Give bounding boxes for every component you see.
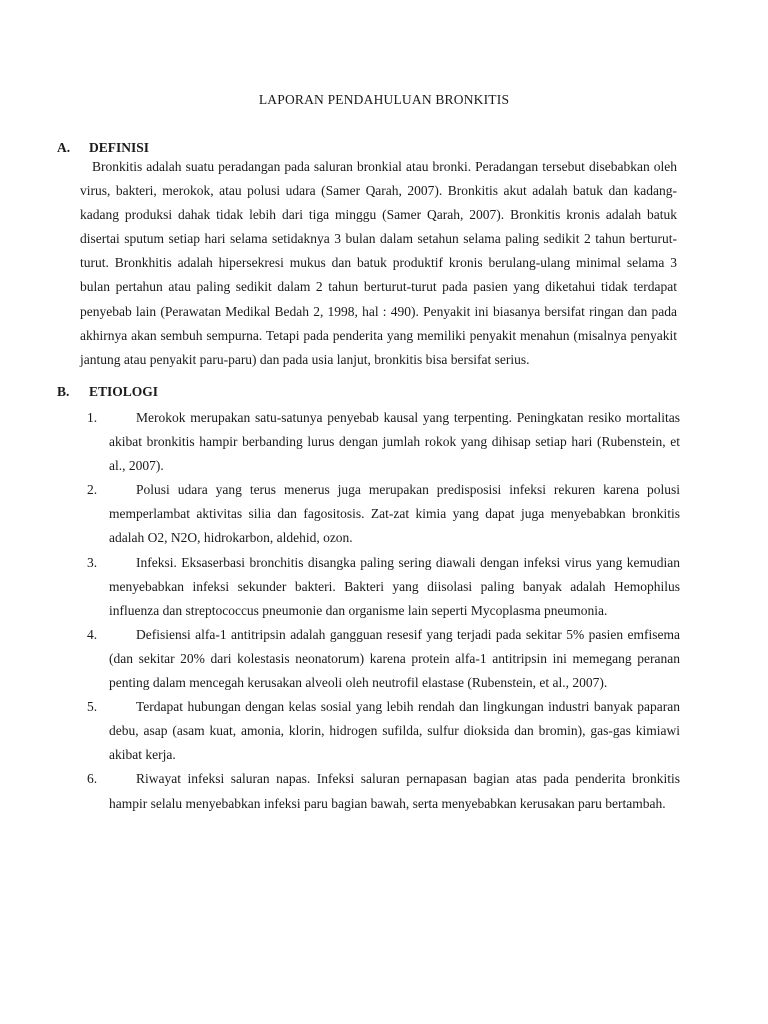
definisi-paragraph: Bronkitis adalah suatu peradangan pada saluran bronkial atau bronki. Peradangan tersebut disebabkan oleh virus, bakteri, merokok, atau polusi udara (Samer Qarah, 2007). Bronkitis akut adalah batuk dan kadang-kadang produksi dahak tidak lebih dari tiga minggu (Samer Qarah, 2007). Bronkitis kronis adalah batuk disertai sputum setiap hari selama setidaknya 3 bulan dalam setahun selama paling sedikit 2 tahun berturut-turut. Bronkhitis adalah hipersekresi mukus dan batuk produktif kronis berulang-ulang minimal selama 3 bulan pertahun atau paling sedikit dalam 2 tahun berturut-turut pada pasien yang diketahui tidak terdapat penyebab lain (Perawatan Medikal Bedah 2, 1998, hal : 490). Penyakit ini biasanya bersifat ringan dan pada akhirnya akan sembuh sempurna. Tetapi pada penderita yang memiliki penyakit menahun (misalnya penyakit jantung atau penyakit paru-paru) dan pada usia lanjut, bronkitis bisa bersifat serius. (80, 159, 677, 367)
list-item-text: Merokok merupakan satu-satunya penyebab kausal yang terpenting. Peningkatan resiko mortalitas akibat bronkitis hampir berbanding lurus dengan jumlah rokok yang dihisap setiap hari (Rubenstein, et al., 2007). (109, 410, 680, 474)
section-letter: B. (57, 384, 70, 399)
list-item (80, 767, 680, 815)
list-item (80, 695, 680, 767)
section-heading-label: ETIOLOGI (89, 384, 159, 399)
list-item-number: 1. (87, 410, 98, 425)
list-item-text: Infeksi. Eksaserbasi bronchitis disangka paling sering diawali dengan infeksi virus yang kemudian menyebabkan infeksi sekunder bakteri. Bakteri yang diisolasi paling banyak adalah Hemophilus influenza dan streptococcus pneumonie dan organisme lain seperti Mycoplasma pneumonia. (109, 554, 680, 618)
list-item (80, 406, 680, 478)
list-item-text: Riwayat infeksi saluran napas. Infeksi saluran pernapasan bagian atas pada penderita bronkitis hampir selalu menyebabkan infeksi paru bagian bawah, serta menyebabkan kerusakan paru bertambah. (109, 771, 680, 811)
list-item-text: Defisiensi alfa-1 antitripsin adalah gangguan resesif yang terjadi pada sekitar 5% pasien emfisema (dan sekitar 20% dari kolestasis neonatorum) karena protein alfa-1 antitripsin ini memegang peranan penting dalam mencegah kerusakan alveoli oleh neutrofil elastase (Rubenstein, et al., 2007). (109, 626, 680, 691)
section-heading-definisi (57, 140, 149, 156)
list-item-number: 2. (87, 482, 98, 498)
list-item-number: 6. (87, 771, 98, 787)
list-item-text: Terdapat hubungan dengan kelas sosial yang lebih rendah dan lingkungan industri banyak paparan debu, asap (asam kuat, amonia, klorin, hidrogen sufilda, sulfur dioksida dan bromin), gas-gas kimiawi akibat kerja. (109, 699, 680, 763)
list-item-text: Polusi udara yang terus menerus juga merupakan predisposisi infeksi rekuren karena polusi memperlambat aktivitas silia dan fagositosis. Zat-zat kimia yang dapat juga menyebabkan bronkitis adalah O2, N2O, hidrokarbon, aldehid, ozon. (109, 482, 680, 546)
list-item-number: 3. (87, 554, 98, 570)
list-item (80, 623, 680, 695)
section-heading-etiologi (57, 384, 158, 400)
list-item-number: 4. (87, 626, 98, 642)
list-item (80, 478, 680, 550)
etiologi-list (80, 406, 680, 816)
section-heading-label: DEFINISI (89, 140, 150, 155)
list-item (80, 551, 680, 623)
document-title: LAPORAN PENDAHULUAN BRONKITIS (258, 92, 510, 107)
section-letter: A. (57, 140, 71, 155)
list-item-number: 5. (87, 699, 98, 715)
